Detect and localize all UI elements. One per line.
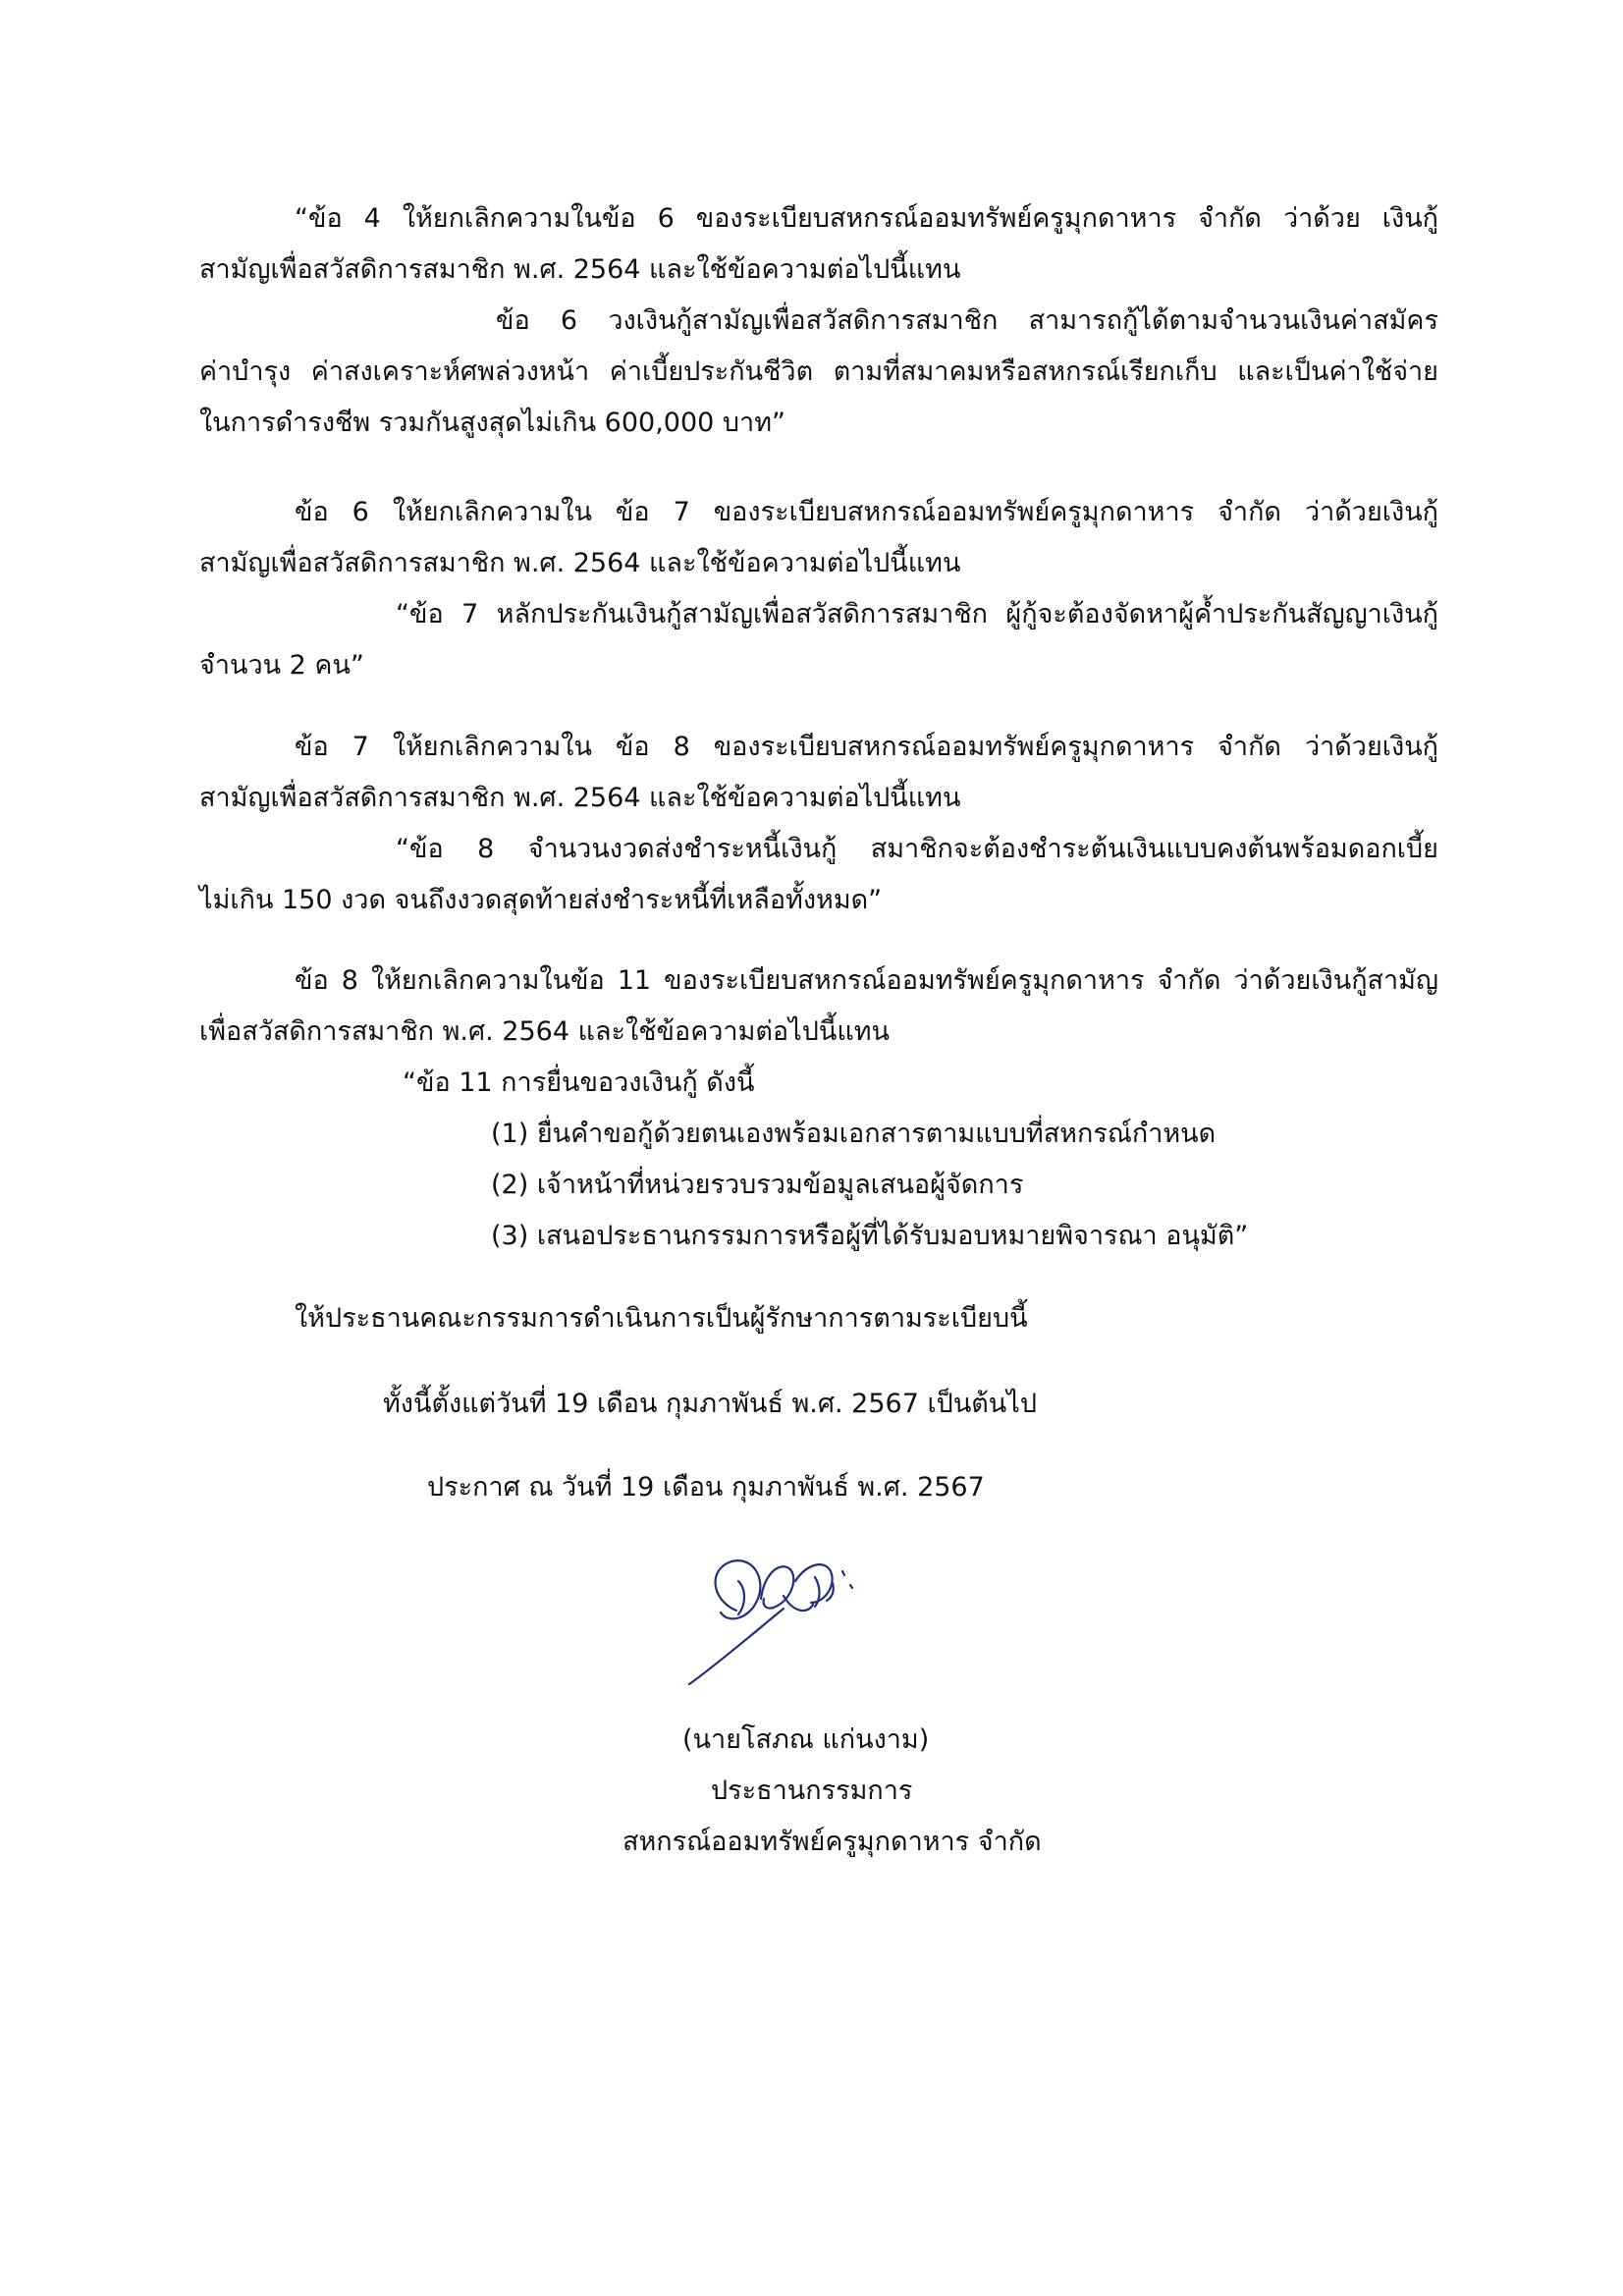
clause7-line4: ไม่เกิน 150 งวด จนถึงงวดสุดท้ายส่งชำระหนี้ที่เหลือทั้งหมด” [199,885,883,915]
clause4-line4: ค่าบำรุง ค่าสงเคราะห์ศพล่วงหน้า ค่าเบี้ยประกันชีวิต ตามที่สมาคมหรือสหกรณ์เรียกเก็บ และเป็นค่าใช้จ่าย [199,356,1438,387]
signature-image [677,1542,913,1699]
enforcement-text: ให้ประธานคณะกรรมการดำเนินการเป็นผู้รักษาการตามระเบียบนี้ [295,1303,1028,1334]
clause4-line3: ข้อ 6 วงเงินกู้สามัญเพื่อสวัสดิการสมาชิก สามารถกู้ได้ตามจำนวนเงินค่าสมัคร [496,305,1438,336]
clause7-line2: สามัญเพื่อสวัสดิการสมาชิก พ.ศ. 2564 และใช้ข้อความต่อไปนี้แทน [199,783,961,813]
clause8-item-1: (1) ยื่นคำขอกู้ด้วยตนเองพร้อมเอกสารตามแบบที่สหกรณ์กำหนด [491,1119,1217,1149]
clause8-line2: เพื่อสวัสดิการสมาชิก พ.ศ. 2564 และใช้ข้อความต่อไปนี้แทน [199,1016,890,1047]
effective-date: ทั้งนี้ตั้งแต่วันที่ 19 เดือน กุมภาพันธ์ พ.ศ. 2567 เป็นต้นไป [383,1389,1037,1419]
signer-name: (นายโสภณ แก่นงาม) [682,1724,930,1755]
clause4-line5: ในการดำรงชีพ รวมกันสูงสุดไม่เกิน 600,000 บาท” [199,408,785,438]
clause6-line1: ข้อ 6 ให้ยกเลิกความใน ข้อ 7 ของระเบียบสหกรณ์ออมทรัพย์ครูมุกดาหาร จำกัด ว่าด้วยเงินกู้ [295,497,1438,527]
clause8-line1: ข้อ 8 ให้ยกเลิกความในข้อ 11 ของระเบียบสหกรณ์ออมทรัพย์ครูมุกดาหาร จำกัด ว่าด้วยเงินกู้สามัญ [295,965,1438,996]
clause7-line1: ข้อ 7 ให้ยกเลิกความใน ข้อ 8 ของระเบียบสหกรณ์ออมทรัพย์ครูมุกดาหาร จำกัด ว่าด้วยเงินกู้ [295,732,1438,762]
signer-position: ประธานกรรมการ [711,1776,913,1806]
clause6-line2: สามัญเพื่อสวัสดิการสมาชิก พ.ศ. 2564 และใช้ข้อความต่อไปนี้แทน [199,548,961,578]
clause8-item-2: (2) เจ้าหน้าที่หน่วยรวบรวมข้อมูลเสนอผู้จัดการ [491,1170,1024,1200]
clause6-line4: จำนวน 2 คน” [199,650,364,681]
clause6-line3: “ข้อ 7 หลักประกันเงินกู้สามัญเพื่อสวัสดิการสมาชิก ผู้กู้จะต้องจัดหาผู้ค้ำประกันสัญญาเงินกู้ [396,599,1438,629]
clause4-line1: “ข้อ 4 ให้ยกเลิกความในข้อ 6 ของระเบียบสหกรณ์ออมทรัพย์ครูมุกดาหาร จำกัด ว่าด้วย เงินกู้ [295,203,1438,234]
clause7-line3: “ข้อ 8 จำนวนงวดส่งชำระหนี้เงินกู้ สมาชิกจะต้องชำระต้นเงินแบบคงต้นพร้อมดอกเบี้ย [396,834,1438,864]
clause8-item-3: (3) เสนอประธานกรรมการหรือผู้ที่ได้รับมอบหมายพิจารณา อนุมัติ” [491,1221,1249,1251]
clause8-line3: “ข้อ 11 การยื่นขอวงเงินกู้ ดังนี้ [403,1067,755,1098]
signer-organization: สหกรณ์ออมทรัพย์ครูมุกดาหาร จำกัด [622,1827,1042,1857]
clause4-line2: สามัญเพื่อสวัสดิการสมาชิก พ.ศ. 2564 และใช้ข้อความต่อไปนี้แทน [199,254,961,285]
announcement-date: ประกาศ ณ วันที่ 19 เดือน กุมภาพันธ์ พ.ศ. 2567 [427,1472,985,1503]
